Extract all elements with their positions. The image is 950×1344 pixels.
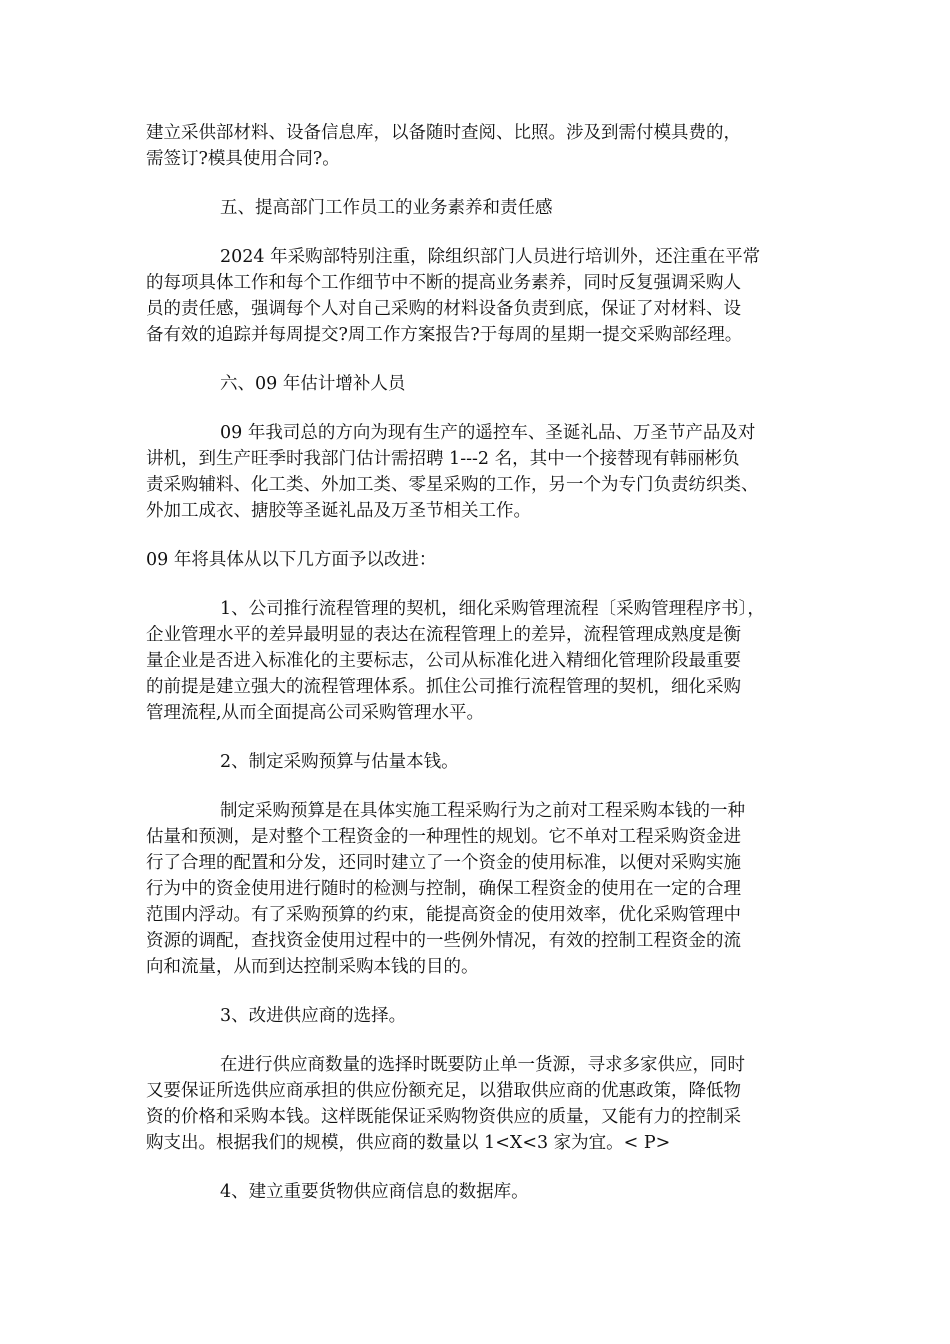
paragraph-p-item-3: [146, 1052, 818, 1156]
text-line: 管理流程,从而全面提高公司采购管理水平。: [146, 703, 485, 723]
paragraph-heading-item-4: [146, 1179, 818, 1205]
text-line: 09 年我司总的方向为现有生产的遥控车、圣诞礼品、万圣节产品及对: [220, 423, 756, 443]
document-body: [146, 120, 818, 1228]
text-line: 的前提是建立强大的流程管理体系。抓住公司推行流程管理的契机，细化采购: [146, 677, 741, 697]
text-line: 行了合理的配置和分发，还同时建立了一个资金的使用标准，以便对采购实施: [146, 853, 741, 873]
text-line: 又要保证所选供应商承担的供应份额充足，以猎取供应商的优惠政策，降低物: [146, 1081, 741, 1101]
text-line: 向和流量，从而到达控制采购本钱的目的。: [146, 957, 479, 977]
text-line: 2、制定采购预算与估量本钱。: [220, 752, 459, 772]
text-line: 范围内浮动。有了采购预算的约束，能提高资金的使用效率，优化采购管理中: [146, 905, 741, 925]
paragraph-heading-5: [146, 195, 818, 221]
paragraph-p-item-1: [146, 596, 818, 726]
paragraph-p-6: [146, 420, 818, 524]
text-line: 资源的调配，查找资金使用过程中的一些例外情况，有效的控制工程资金的流: [146, 931, 741, 951]
text-line: 备有效的追踪并每周提交?周工作方案报告?于每周的星期一提交采购部经理。: [146, 325, 743, 345]
paragraph-p-5: [146, 244, 818, 348]
text-line: 在进行供应商数量的选择时既要防止单一货源，寻求多家供应，同时: [220, 1055, 745, 1075]
text-line: 企业管理水平的差异最明显的表达在流程管理上的差异，流程管理成熟度是衡: [146, 625, 741, 645]
text-line: 讲机，到生产旺季时我部门估计需招聘 1---2 名，其中一个接替现有韩丽彬负: [146, 449, 740, 469]
text-line: 资的价格和采购本钱。这样既能保证采购物资供应的质量，又能有力的控制采: [146, 1107, 741, 1127]
paragraph-p-item-2: [146, 798, 818, 980]
text-line: 六、09 年估计增补人员: [220, 374, 406, 394]
paragraph-heading-6: [146, 371, 818, 397]
text-line: 1、公司推行流程管理的契机，细化采购管理流程〔采购管理程序书〕，: [220, 599, 765, 619]
text-line: 3、改进供应商的选择。: [220, 1006, 407, 1026]
text-line: 行为中的资金使用进行随时的检测与控制，确保工程资金的使用在一定的合理: [146, 879, 741, 899]
text-line: 4、建立重要货物供应商信息的数据库。: [220, 1182, 529, 1202]
text-line: 购支出。根据我们的规模，供应商的数量以 1<X<3 家为宜。< P>: [146, 1133, 671, 1153]
text-line: 外加工成衣、搪胶等圣诞礼品及万圣节相关工作。: [146, 501, 531, 521]
text-line: 量企业是否进入标准化的主要标志，公司从标准化进入精细化管理阶段最重要: [146, 651, 741, 671]
text-line: 09 年将具体从以下几方面予以改进：: [146, 550, 437, 570]
text-line: 2024 年采购部特别注重，除组织部门人员进行培训外，还注重在平常: [220, 247, 761, 267]
text-line: 建立采供部材料、设备信息库，以备随时查阅、比照。涉及到需付模具费的，: [146, 123, 741, 143]
text-line: 员的责任感，强调每个人对自己采购的材料设备负责到底，保证了对材料、设: [146, 299, 741, 319]
paragraph-p-improve-intro: [146, 547, 818, 573]
text-line: 五、提高部门工作员工的业务素养和责任感: [220, 198, 553, 218]
paragraph-heading-item-3: [146, 1003, 818, 1029]
paragraph-heading-item-2: [146, 749, 818, 775]
text-line: 的每项具体工作和每个工作细节中不断的提高业务素养，同时反复强调采购人: [146, 273, 741, 293]
paragraph-p-intro: [146, 120, 818, 172]
text-line: 需签订?模具使用合同?。: [146, 149, 340, 169]
text-line: 制定采购预算是在具体实施工程采购行为之前对工程采购本钱的一种: [220, 801, 745, 821]
text-line: 估量和预测，是对整个工程资金的一种理性的规划。它不单对工程采购资金进: [146, 827, 741, 847]
text-line: 责采购辅料、化工类、外加工类、零星采购的工作，另一个为专门负责纺织类、: [146, 475, 759, 495]
